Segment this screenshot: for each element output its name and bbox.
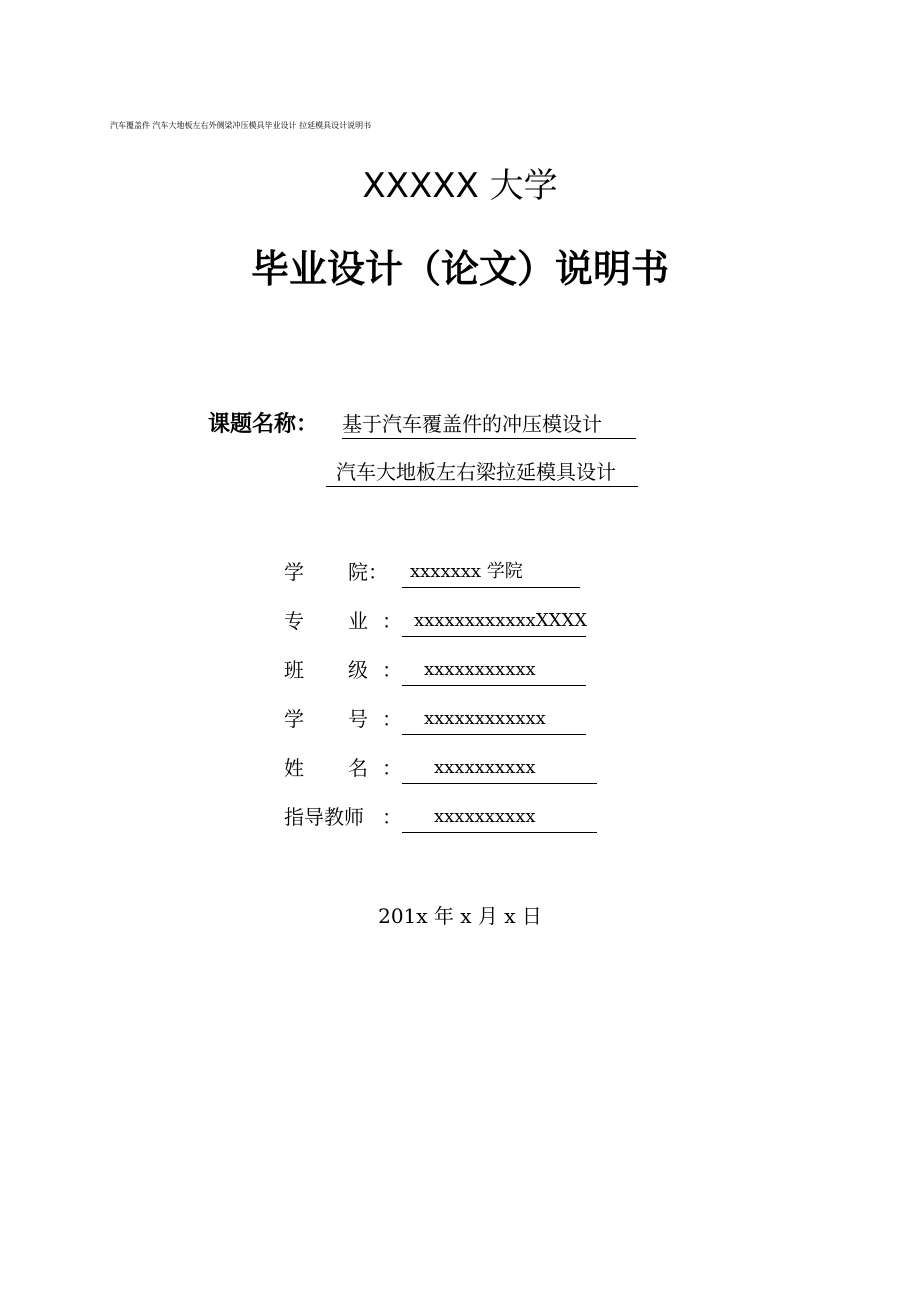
advisor-value: xxxxxxxxxx [434, 806, 536, 827]
student-id-label-char-2: 号 [348, 707, 368, 731]
major-value: xxxxxxxxxxxxXXXX [414, 610, 588, 631]
class-label-char-2: 级 [348, 658, 368, 682]
college-value: xxxxxxx 学院 [410, 561, 523, 582]
class-label-char-1: 班 [284, 658, 304, 682]
class-colon: ： [382, 658, 402, 682]
student-id-value-field [402, 704, 586, 735]
student-id-value: xxxxxxxxxxxx [424, 708, 546, 729]
advisor-value-field [402, 802, 597, 833]
student-id-colon: ： [382, 707, 402, 731]
name-label-char-1: 姓 [284, 756, 304, 780]
college-value-field [402, 557, 580, 588]
document-title: 毕业设计（论文）说明书 [250, 247, 669, 291]
college-label-char-2: 院： [348, 560, 388, 584]
advisor-label: 指导教师 [284, 805, 364, 829]
name-value: xxxxxxxxxx [434, 757, 536, 778]
student-id-label-char-1: 学 [284, 707, 304, 731]
college-label-char-1: 学 [284, 560, 304, 584]
name-value-field [402, 753, 597, 784]
topic-line-1-text: 基于汽车覆盖件的冲压模设计 [342, 412, 602, 436]
major-value-field [402, 606, 586, 637]
major-label-char-1: 专 [284, 609, 304, 633]
major-label-char-2: 业 [348, 609, 368, 633]
submission-date: 201x 年 x 月 x 日 [378, 904, 542, 928]
class-value: xxxxxxxxxxx [424, 659, 536, 680]
topic-line-2 [326, 458, 638, 487]
running-header: 汽车覆盖件 汽车大地板左右外侧梁冲压模具毕业设计 拉延模具设计说明书 [110, 121, 372, 130]
topic-line-1 [342, 410, 636, 439]
name-colon: ： [382, 756, 402, 780]
topic-label: 课题名称： [208, 412, 319, 437]
major-colon: ： [382, 609, 402, 633]
university-name: XXXXX 大学 [362, 166, 558, 206]
advisor-colon: ： [382, 805, 402, 829]
topic-line-2-text: 汽车大地板左右梁拉延模具设计 [336, 460, 616, 484]
class-value-field [402, 655, 586, 686]
name-label-char-2: 名 [348, 756, 368, 780]
